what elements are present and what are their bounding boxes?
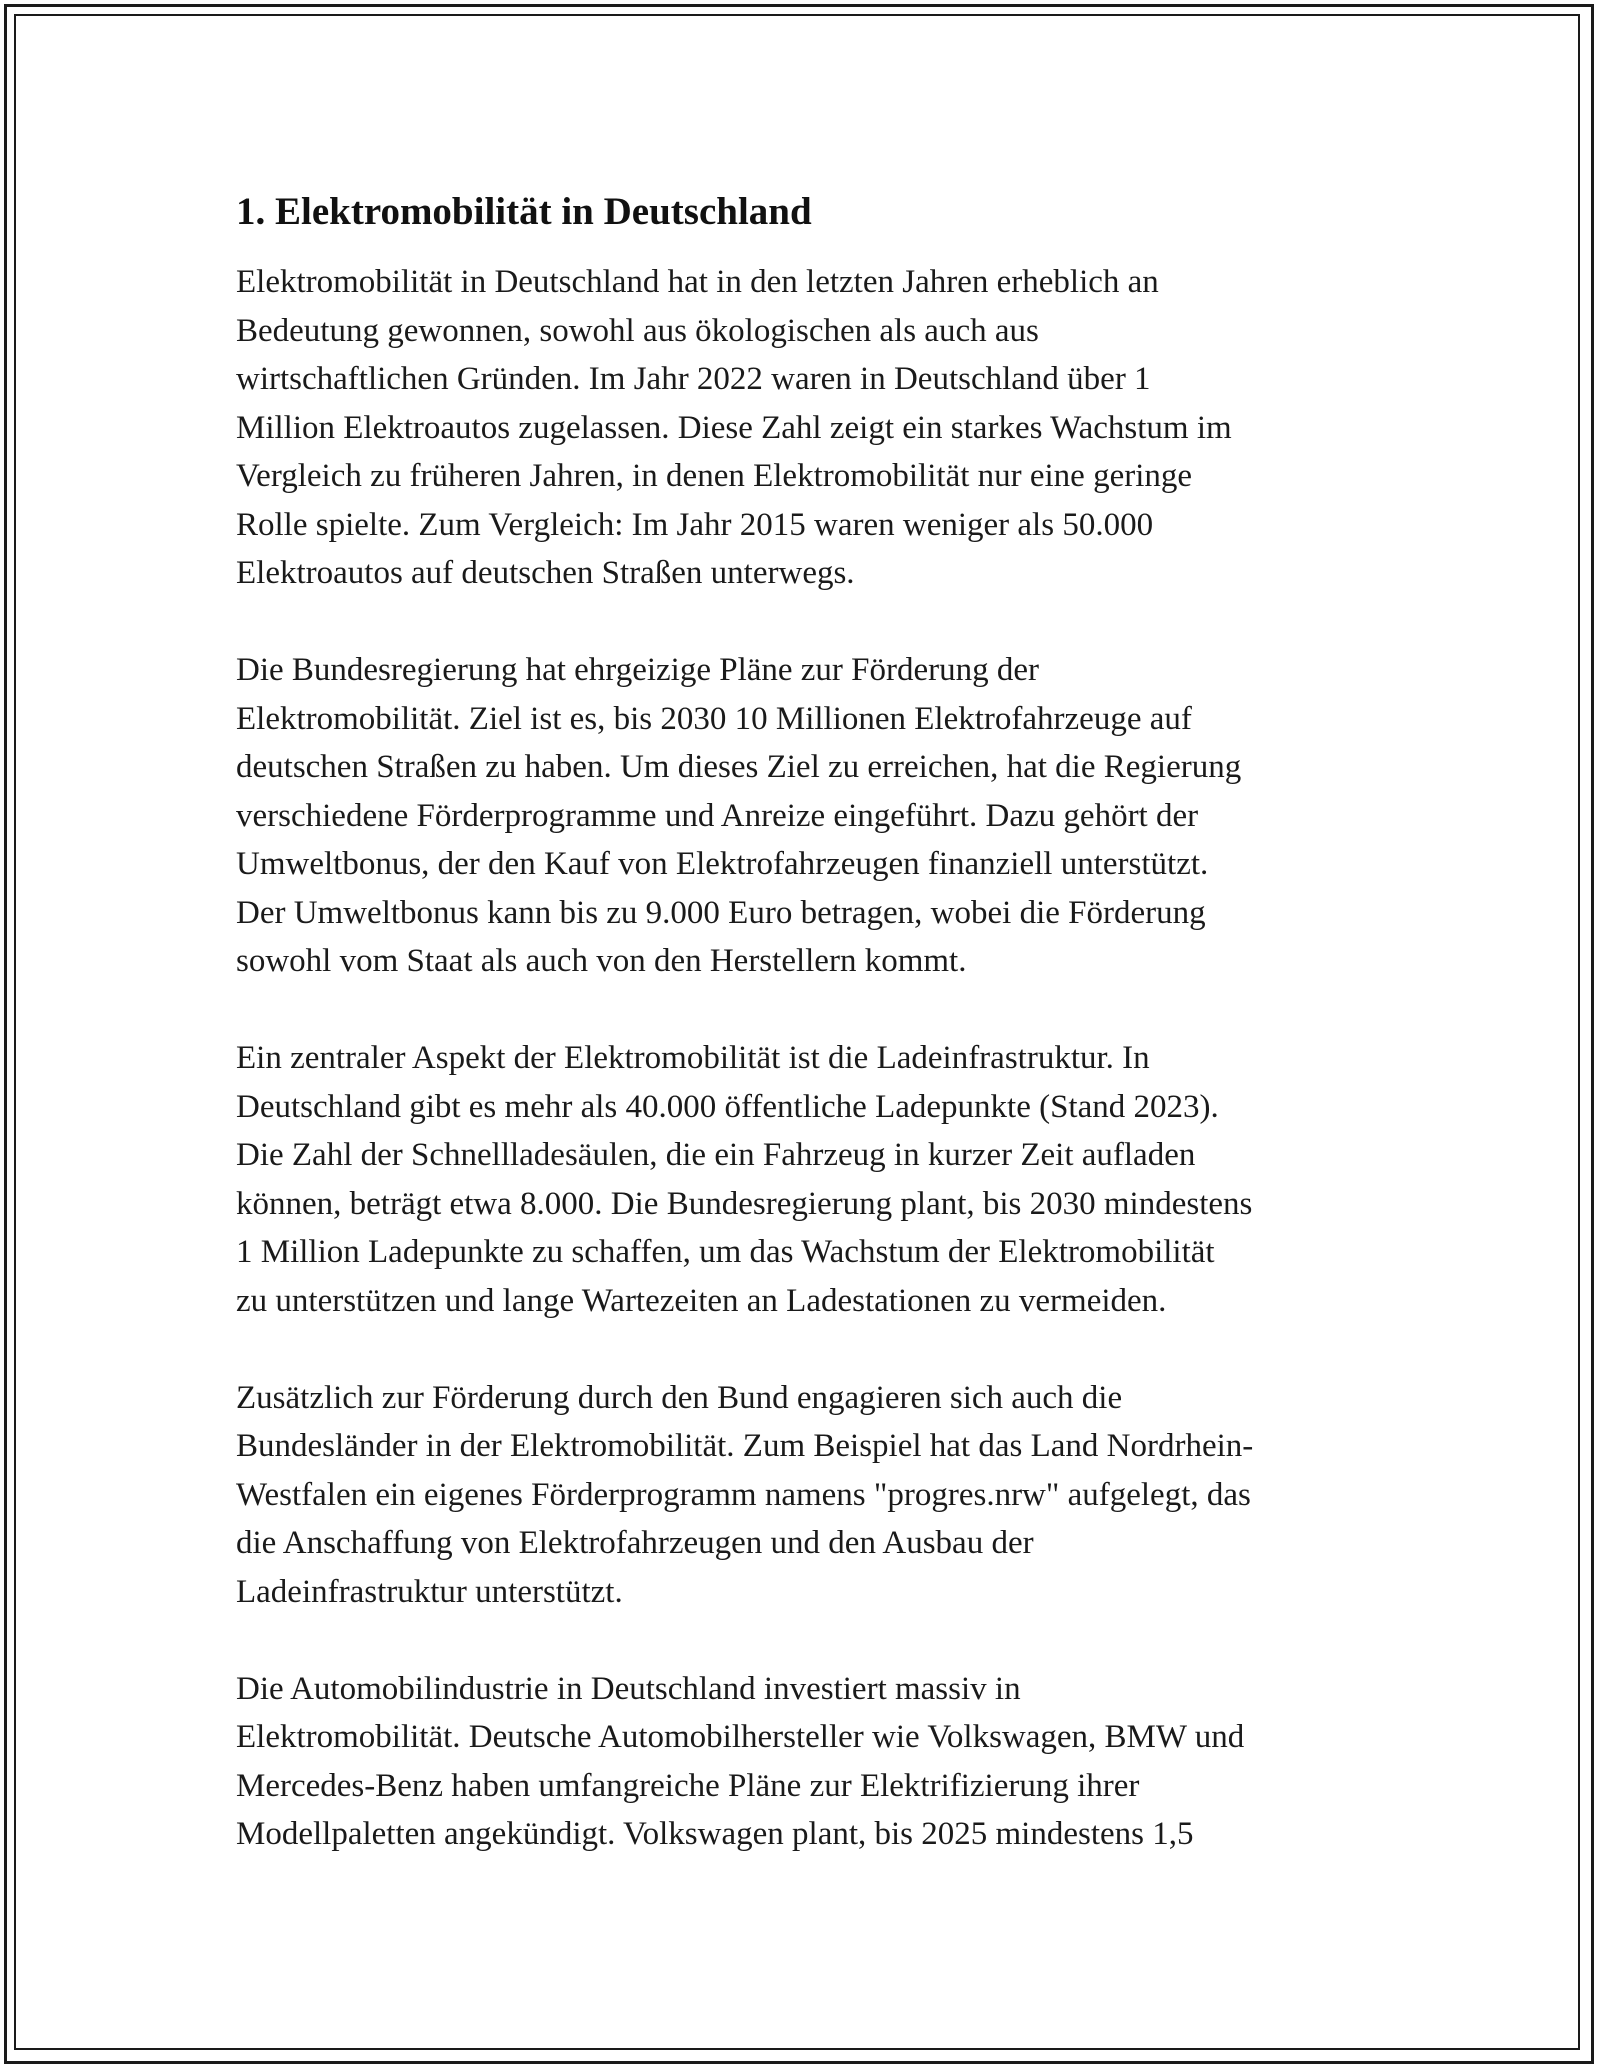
paragraph-federal-states: Zusätzlich zur Förderung durch den Bund engagieren sich auch die Bundesländer in der Elektromobilität. Zum Beispiel hat das Land Nordrhein- Westfalen ein eigenes Förderprogramm namens "progres.nrw" aufgelegt, das die Anschaffung von Elektrofahrzeugen und den Ausbau der Ladeinfrastruktur unterstützt.: [236, 1379, 1254, 1610]
section-heading: 1. Elektromobilität in Deutschland: [236, 190, 812, 233]
paragraph-intro: Elektromobilität in Deutschland hat in den letzten Jahren erheblich an Bedeutung gewonnen, sowohl aus ökologischen als auch aus wirtschaftlichen Gründen. Im Jahr 2022 waren in Deutschland über 1 Million Elektroautos zugelassen. Diese Zahl zeigt ein starkes Wachstum im Vergleich zu früheren Jahren, in denen Elektromobilität nur eine geringe Rolle spielte. Zum Vergleich: Im Jahr 2015 waren weniger als 50.000 Elektroautos auf deutschen Straßen unterwegs.: [236, 264, 1232, 591]
paragraph-government-plans: Die Bundesregierung hat ehrgeizige Pläne zur Förderung der Elektromobilität. Ziel ist es, bis 2030 10 Millionen Elektrofahrzeuge auf deutschen Straßen zu haben. Um dieses Ziel zu erreichen, hat die Regierung verschiedene Förderprogramme und Anreize eingeführt. Dazu gehört der Umweltbonus, der den Kauf von Elektrofahrzeugen finanziell unterstützt. Der Umweltbonus kann bis zu 9.000 Euro betragen, wobei die Förderung sowohl vom Staat als auch von den Herstellern kommt.: [236, 652, 1242, 979]
paragraph-charging-infrastructure: Ein zentraler Aspekt der Elektromobilität ist die Ladeinfrastruktur. In Deutschland gibt es mehr als 40.000 öffentliche Ladepunkte (Stand 2023). Die Zahl der Schnellladesäulen, die ein Fahrzeug in kurzer Zeit aufladen können, beträgt etwa 8.000. Die Bundesregierung plant, bis 2030 mindestens 1 Million Ladepunkte zu schaffen, um das Wachstum der Elektromobilität zu unterstützen und lange Wartezeiten an Ladestationen zu vermeiden.: [236, 1040, 1253, 1319]
paragraph-automotive-industry: Die Automobilindustrie in Deutschland investiert massiv in Elektromobilität. Deutsche Automobilhersteller wie Volkswagen, BMW und Mercedes-Benz haben umfangreiche Pläne zur Elektrifizierung ihrer Modellpaletten angekündigt. Volkswagen plant, bis 2025 mindestens 1,5: [236, 1670, 1245, 1852]
document-body: [236, 188, 1376, 1907]
